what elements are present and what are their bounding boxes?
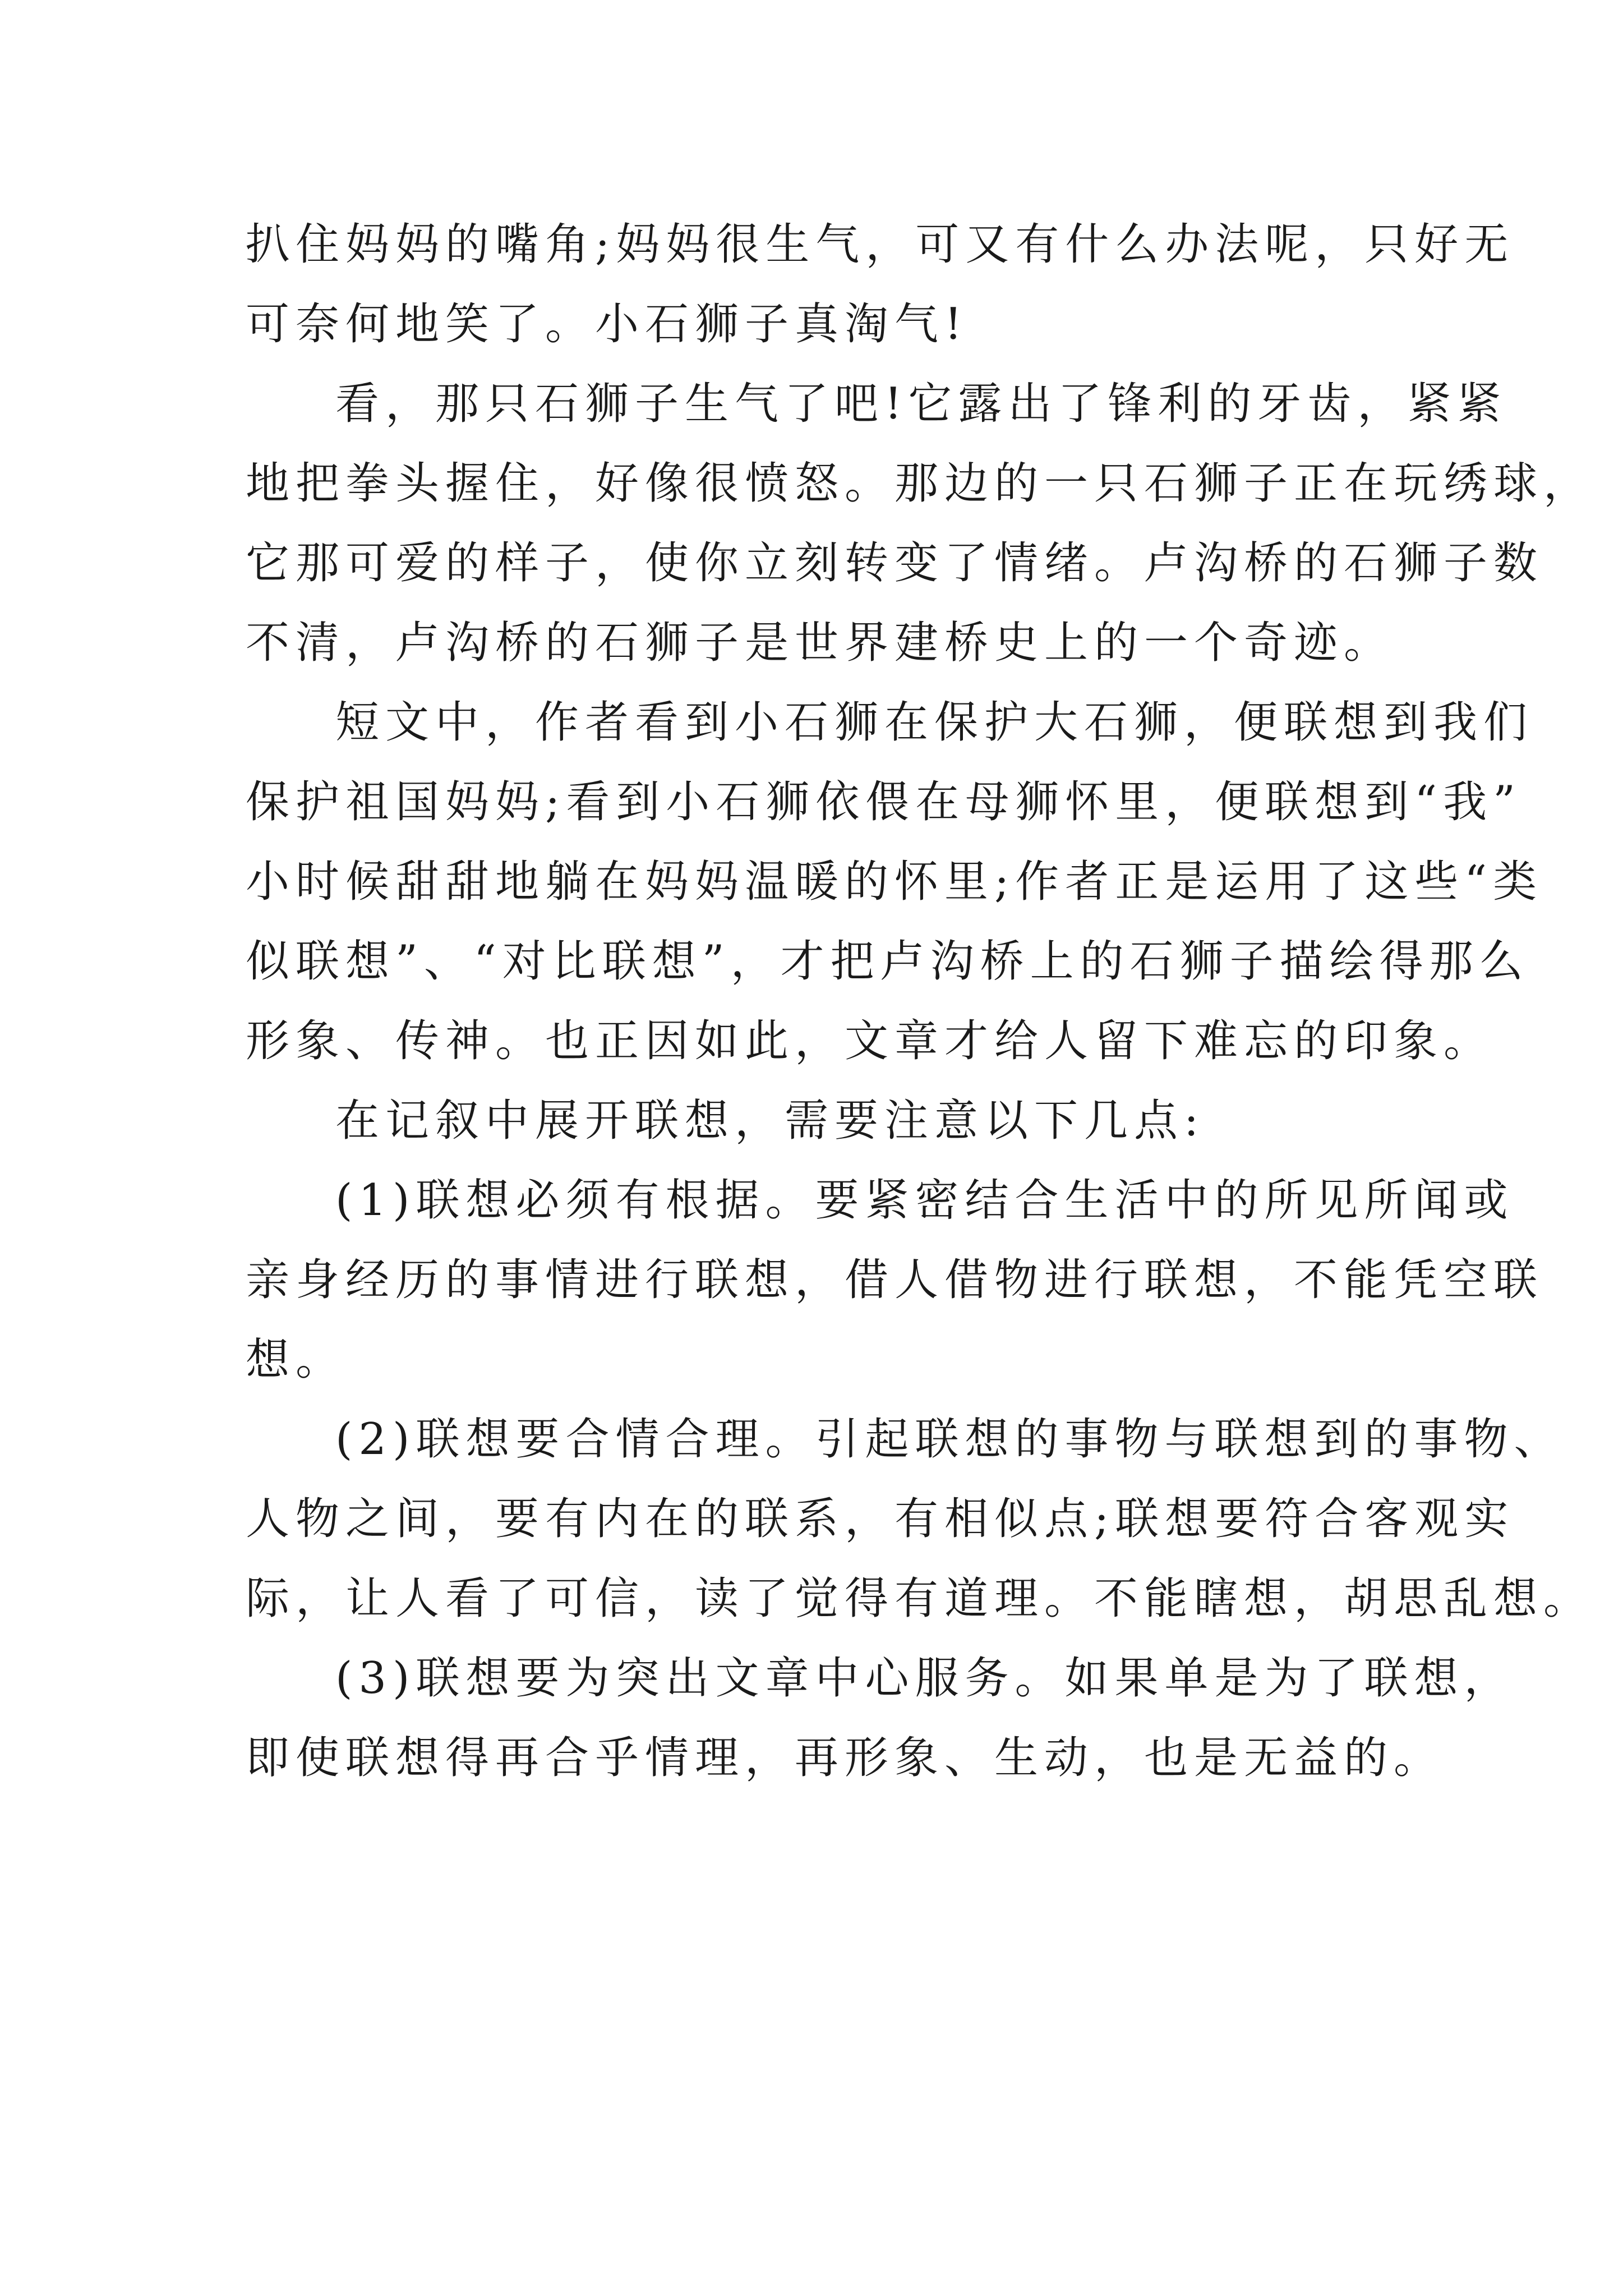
text-line: 扒住妈妈的嘴角;妈妈很生气，可又有什么办法呢，只好无: [246, 219, 1515, 270]
text-line: 它那可爱的样子，使你立刻转变了情绪。卢沟桥的石狮子数: [246, 538, 1544, 588]
text-line: 际，让人看了可信，读了觉得有道理。不能瞎想，胡思乱想。: [246, 1573, 1594, 1624]
text-line: 人物之间，要有内在的联系，有相似点;联想要符合客观实: [246, 1494, 1515, 1544]
text-line: 地把拳头握住，好像很愤怒。那边的一只石狮子正在玩绣球，: [246, 458, 1594, 509]
text-line: 不清，卢沟桥的石狮子是世界建桥史上的一个奇迹。: [246, 618, 1394, 668]
text-line: 亲身经历的事情进行联想，借人借物进行联想，不能凭空联: [246, 1255, 1544, 1305]
list-item-2-first-line: (2)联想要合情合理。引起联想的事物与联想到的事物、: [335, 1414, 1564, 1465]
body-text: [246, 205, 1594, 1798]
list-item-1-first-line: (1)联想必须有根据。要紧密结合生活中的所见所闻或: [335, 1175, 1514, 1226]
text-line: 形象、传神。也正因如此，文章才给人留下难忘的印象。: [246, 1016, 1494, 1066]
list-item-3-first-line: (3)联想要为突出文章中心服务。如果单是为了联想，: [335, 1653, 1514, 1704]
text-line: 可奈何地笑了。小石狮子真淘气!: [246, 299, 969, 349]
paragraph-first-line: 看，那只石狮子生气了吧!它露出了锋利的牙齿，紧紧: [335, 379, 1507, 429]
text-line: 似联想”、“对比联想”，才把卢沟桥上的石狮子描绘得那么: [246, 936, 1529, 987]
text-line: 小时候甜甜地躺在妈妈温暖的怀里;作者正是运用了这些“类: [246, 857, 1543, 907]
paragraph-first-line: 短文中，作者看到小石狮在保护大石狮，便联想到我们: [335, 697, 1534, 748]
text-line: 想。: [246, 1335, 346, 1385]
text-line: 保护祖国妈妈;看到小石狮依偎在母狮怀里，便联想到“我”: [246, 777, 1522, 827]
paragraph-first-line: 在记叙中展开联想，需要注意以下几点:: [335, 1096, 1205, 1146]
text-line: 即使联想得再合乎情理，再形象、生动，也是无益的。: [246, 1733, 1444, 1783]
